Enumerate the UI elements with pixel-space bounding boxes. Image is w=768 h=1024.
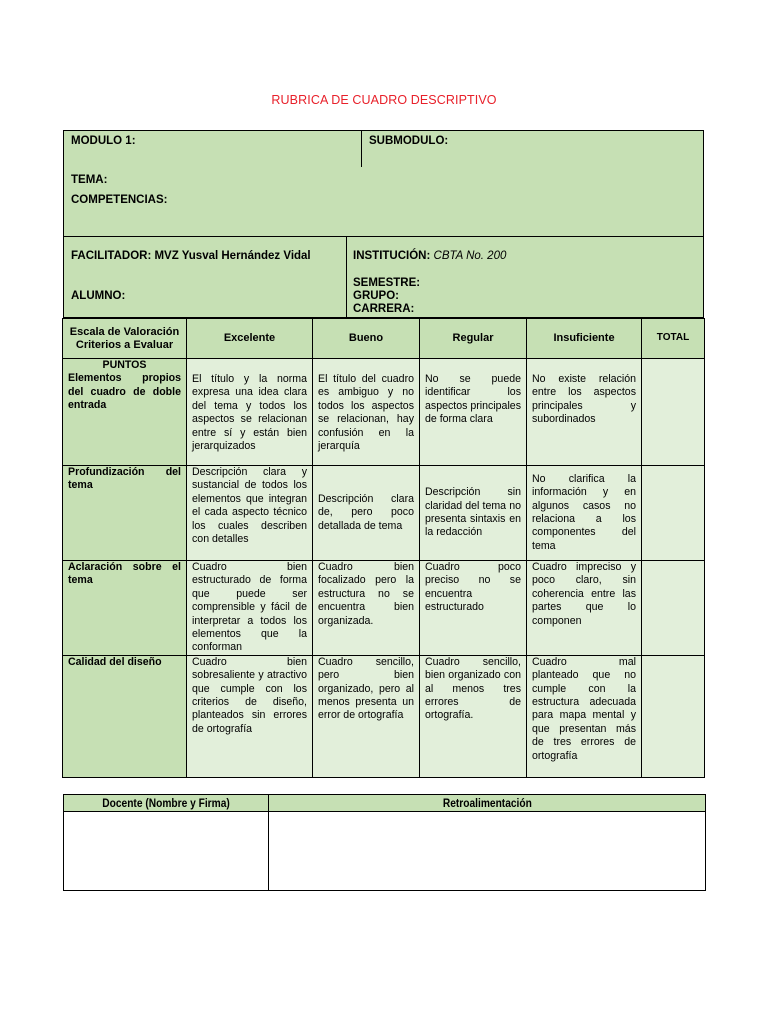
insuficiente-cell: Cuadro mal planteado que no cumple con la estructura adecuada para mapa mental y que presentan más de tres errores de ortografía [527, 655, 642, 777]
header-student-box [63, 236, 704, 318]
carrera-label: CARRERA: [353, 303, 415, 315]
bueno-cell: El título del cuadro es ambiguo y no todos los aspectos se relacionan, hay confusión en la jerarquía [313, 359, 420, 466]
grupo-label: GRUPO: [353, 290, 399, 302]
header-divider-2 [346, 237, 347, 319]
rubric-table [62, 318, 705, 778]
header-escala: Escala de Valoración Criterios a Evaluar [63, 319, 187, 359]
header-divider [361, 131, 362, 167]
semestre-label: SEMESTRE: [353, 277, 421, 289]
retro-header [269, 795, 706, 812]
criterion-cell: Calidad del diseño [63, 655, 187, 777]
header-excelente: Excelente [187, 319, 313, 359]
docente-header [64, 795, 269, 812]
institucion-label [353, 250, 506, 262]
insuficiente-cell: Cuadro impreciso y poco claro, sin coherencia entre las partes que lo componen [527, 561, 642, 656]
header-regular: Regular [420, 319, 527, 359]
excelente-cell: Cuadro bien sobresaliente y atractivo que cumple con los criterios de diseño, planteados sin errores de ortografía [187, 655, 313, 777]
facilitador-label: FACILITADOR: MVZ Yusval Hernández Vidal [71, 250, 311, 262]
docente-header-text: Docente (Nombre y Firma) [102, 796, 230, 810]
bueno-cell: Cuadro sencillo, pero bien organizado, pero al menos presenta un error de ortografía [313, 655, 420, 777]
total-cell [642, 561, 705, 656]
header-total: TOTAL [642, 319, 705, 359]
docente-signature-field[interactable] [64, 812, 269, 891]
page-title: RUBRICA DE CUADRO DESCRIPTIVO [271, 93, 497, 107]
total-cell [642, 359, 705, 466]
tema-label: TEMA: [71, 174, 108, 186]
excelente-cell: El título y la norma expresa una idea clara del tema y todos los aspectos se relacionan entre sí y están bien jerarquizados [187, 359, 313, 466]
regular-cell: Descripción sin claridad del tema no presenta sintaxis en la redacción [420, 466, 527, 561]
header-insuficiente: Insuficiente [527, 319, 642, 359]
table-row [63, 561, 705, 656]
regular-cell: Cuadro poco preciso no se encuentra estructurado [420, 561, 527, 656]
criterion-cell: Aclaración sobre el tema [63, 561, 187, 656]
excelente-cell: Cuadro bien estructurado de forma que puede ser comprensible y fácil de interpretar a todos los elementos que la conforman [187, 561, 313, 656]
table-row [63, 655, 705, 777]
bueno-cell: Descripción clara de, pero poco detallada de tema [313, 466, 420, 561]
insuficiente-cell: No existe relación entre los aspectos principales y subordinados [527, 359, 642, 466]
criterion-text: Elementos propios del cuadro de doble entrada [68, 372, 181, 412]
bueno-cell: Cuadro bien focalizado pero la estructura no se encuentra bien organizada. [313, 561, 420, 656]
total-cell [642, 655, 705, 777]
table-row [63, 359, 705, 466]
retro-header-text: Retroalimentación [442, 796, 532, 810]
excelente-cell: Descripción clara y sustancial de todos los elementos que integran el cada aspecto técnico los cuales describen con detalles [187, 466, 313, 561]
modulo-label: MODULO 1: [71, 135, 136, 147]
total-cell [642, 466, 705, 561]
institucion-label-text: INSTITUCIÓN: [353, 250, 431, 262]
institucion-value: CBTA No. 200 [430, 250, 507, 262]
regular-cell: Cuadro sencillo, bien organizado con al menos tres errores de ortografía. [420, 655, 527, 777]
insuficiente-cell: No clarifica la información y en algunos casos no relaciona a los componentes del tema [527, 466, 642, 561]
regular-cell: No se puede identificar los aspectos principales de forma clara [420, 359, 527, 466]
puntos-label: PUNTOS [102, 359, 147, 371]
header-module-box [63, 130, 704, 237]
submodulo-label: SUBMODULO: [369, 135, 449, 147]
feedback-table [63, 794, 706, 891]
criterion-cell: Profundización del tema [63, 466, 187, 561]
criterion-cell [63, 359, 187, 466]
competencias-label: COMPETENCIAS: [71, 194, 168, 206]
retro-field[interactable] [269, 812, 706, 891]
table-row [63, 466, 705, 561]
alumno-label: ALUMNO: [71, 290, 126, 302]
header-bueno: Bueno [313, 319, 420, 359]
